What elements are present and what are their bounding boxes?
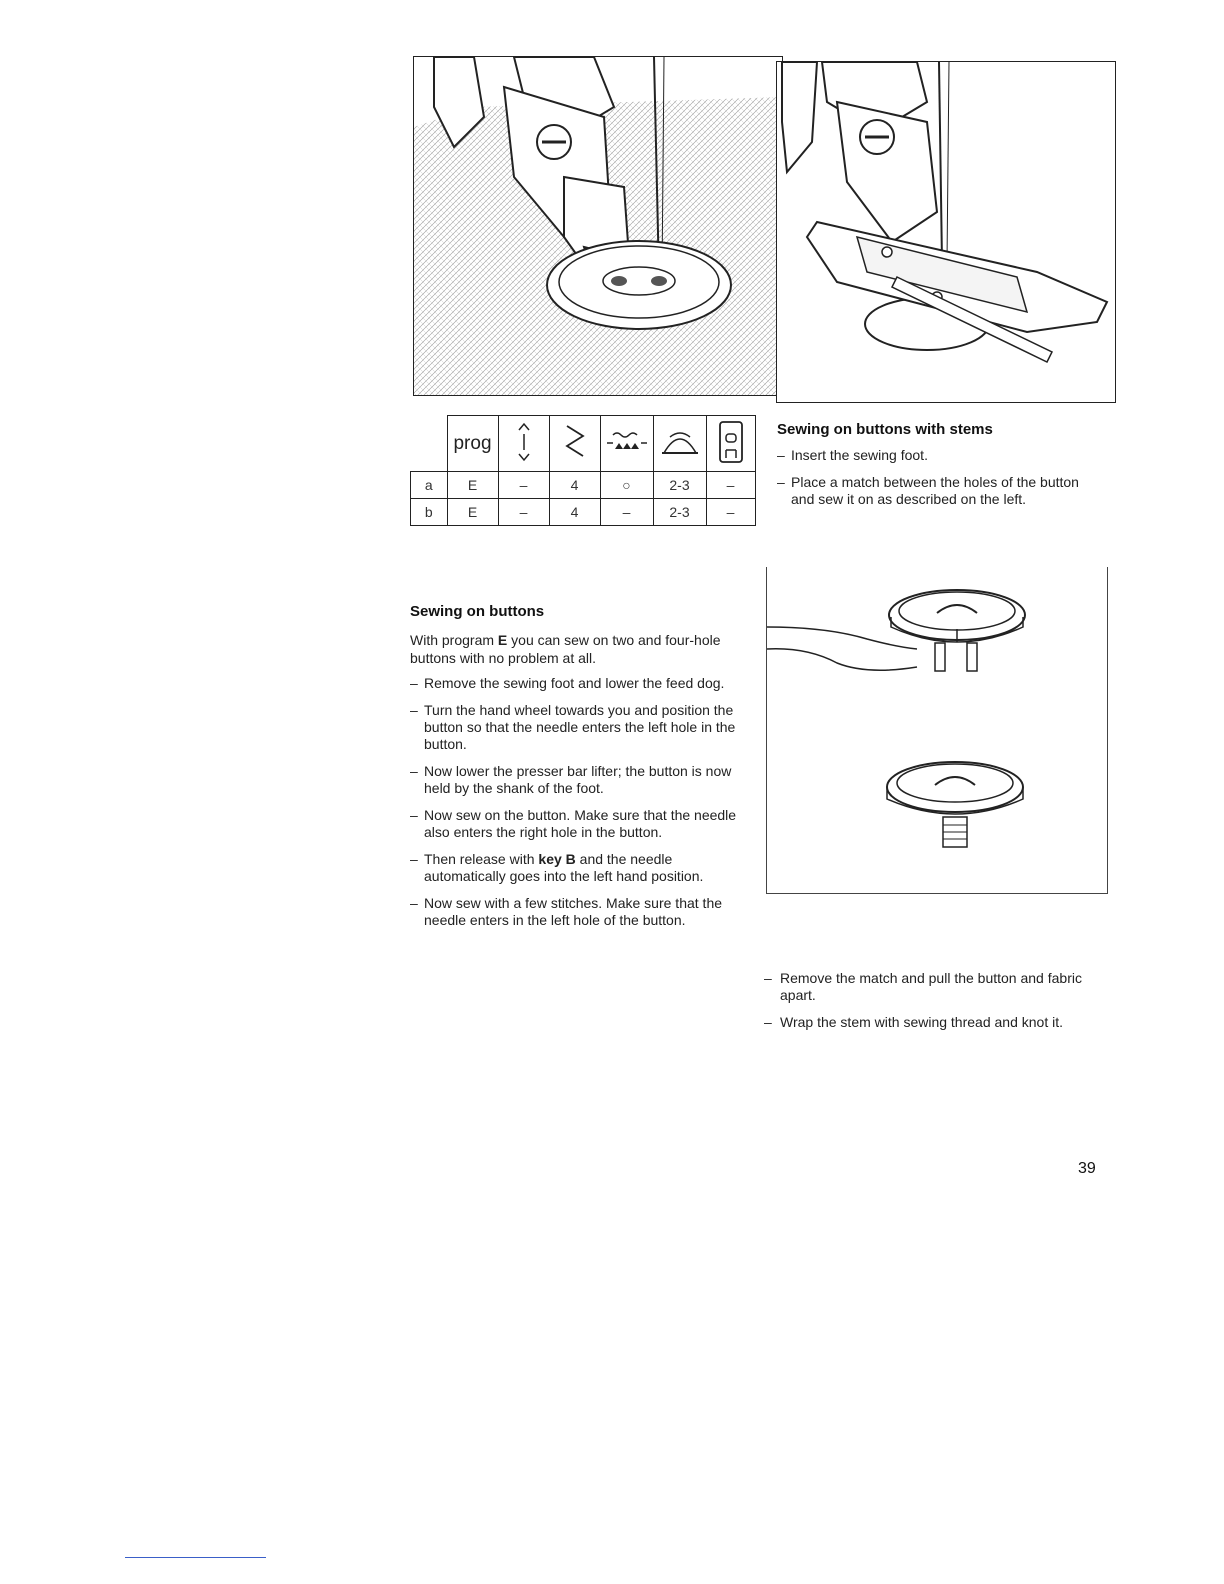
needle-position-value: –	[498, 472, 549, 499]
tension-value: 2-3	[653, 499, 706, 526]
foot-value: –	[706, 472, 755, 499]
list-item: – Then release with key B and the needle automatically goes into the left hand position.	[410, 851, 704, 884]
settings-header-row	[411, 416, 756, 472]
prog-value: E	[447, 499, 498, 526]
row-label: a	[411, 472, 448, 499]
list-item: – Turn the hand wheel towards you and position the button so that the needle enters the left hole in the button.	[410, 702, 736, 752]
illustration-button-stem	[766, 567, 1108, 894]
needle-position-value: –	[498, 499, 549, 526]
prog-header: prog	[447, 416, 498, 472]
prog-value: E	[447, 472, 498, 499]
feed-dog-icon	[600, 416, 653, 472]
stems-section	[777, 421, 1097, 518]
feed-dog-value: ○	[600, 472, 653, 499]
needle-position-icon	[498, 416, 549, 472]
list-item: – Now lower the presser bar lifter; the button is now held by the shank of the foot.	[410, 763, 732, 796]
tension-value: 2-3	[653, 472, 706, 499]
settings-row-a	[411, 472, 756, 499]
feed-dog-value: –	[600, 499, 653, 526]
list-item: – Wrap the stem with sewing thread and knot it.	[764, 1014, 1063, 1030]
sewing-buttons-section	[410, 603, 748, 939]
list-item: – Remove the sewing foot and lower the feed dog.	[410, 675, 725, 691]
stitch-width-value: 4	[549, 499, 600, 526]
list-item: – Now sew on the button. Make sure that the needle also enters the right hole in the button.	[410, 807, 737, 840]
stitch-width-value: 4	[549, 472, 600, 499]
row-label: b	[411, 499, 448, 526]
illustration-sewing-button	[413, 56, 783, 396]
presser-foot-icon	[706, 416, 755, 472]
settings-table	[410, 415, 756, 526]
page-number: 39	[1078, 1160, 1096, 1177]
list-item: – Remove the match and pull the button and fabric apart.	[764, 970, 1082, 1003]
list-item: – Place a match between the holes of the button and sew it on as described on the left.	[777, 474, 1079, 507]
thread-tension-icon	[653, 416, 706, 472]
footer-rule	[125, 1557, 266, 1558]
illustration-button-with-match	[776, 61, 1116, 403]
stems-section-title: Sewing on buttons with stems	[777, 421, 993, 438]
list-item: – Insert the sewing foot.	[777, 447, 928, 463]
section-title: Sewing on buttons	[410, 603, 545, 620]
settings-row-b	[411, 499, 756, 526]
foot-value: –	[706, 499, 755, 526]
intro-paragraph: With program E you can sew on two and four-hole buttons with no problem at all.	[410, 632, 721, 666]
list-item: – Now sew with a few stitches. Make sure that the needle enters in the left hole of the button.	[410, 895, 723, 928]
stems-final-steps	[764, 970, 1100, 1041]
stitch-width-icon	[549, 416, 600, 472]
